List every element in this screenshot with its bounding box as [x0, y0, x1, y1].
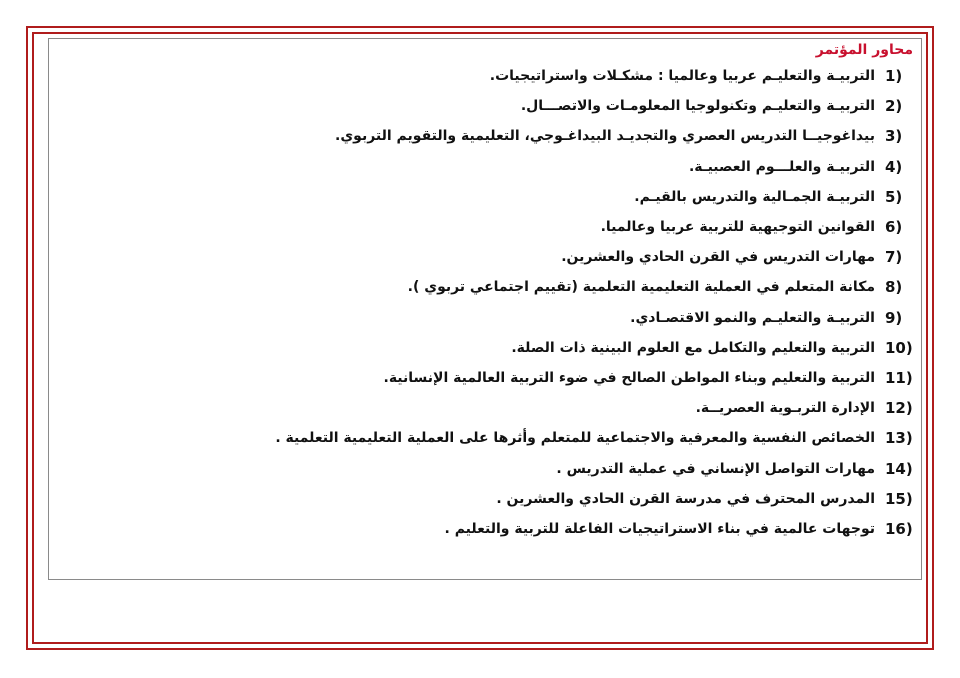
list-item: [49, 303, 921, 333]
list-item: [49, 272, 921, 302]
list-item: [49, 484, 921, 514]
item-number: 13): [885, 429, 913, 448]
item-number: 5): [885, 187, 903, 206]
list-item: [49, 363, 921, 393]
page-title: محاور المؤتمر: [815, 42, 913, 58]
list-item: [49, 393, 921, 423]
item-text: المدرس المحترف في مدرسة القرن الحادي والعشرين .: [496, 490, 875, 507]
list-item: [49, 242, 921, 272]
item-number: 16): [885, 519, 913, 538]
item-text: التربية والتعليم والتكامل مع العلوم البينية ذات الصلة.: [511, 339, 875, 356]
item-text: توجهات عالمية في بناء الاستراتيجيات الفاعلة للتربية والتعليم .: [444, 520, 875, 537]
item-number: 4): [885, 157, 903, 176]
item-number: 7): [885, 248, 903, 267]
item-text: التربيـة والتعليـم وتكنولوجيا المعلومـات والاتصـــال.: [520, 98, 875, 115]
list-item: [49, 453, 921, 483]
item-number: 9): [885, 308, 903, 327]
topics-list: [49, 61, 921, 544]
list-item: [49, 152, 921, 182]
item-number: 2): [885, 97, 903, 116]
item-text: التربيـة والتعليـم عربيا وعالميا : مشكـلات واستراتيجيات.: [489, 68, 875, 85]
item-text: القوانين التوجيهية للتربية عربيا وعالميا.: [600, 219, 875, 236]
item-number: 10): [885, 338, 913, 357]
item-text: التربية والتعليم وبناء المواطن الصالح في ضوء التربية العالمية الإنسانية.: [383, 369, 875, 386]
list-item: [49, 333, 921, 363]
list-item: [49, 121, 921, 151]
list-item: [49, 212, 921, 242]
item-text: التربيـة الجمـالية والتدريس بالقيـم.: [634, 188, 875, 205]
item-text: مهارات التدريس في القرن الحادي والعشرين.: [561, 249, 875, 266]
item-text: بيداغوجيــا التدريس العصري والتجديـد البيداغـوجي، التعليمية والتقويم التربوي.: [335, 128, 875, 145]
list-item: [49, 91, 921, 121]
item-number: 14): [885, 459, 913, 478]
list-item: [49, 61, 921, 91]
item-number: 3): [885, 127, 903, 146]
item-number: 12): [885, 399, 913, 418]
item-text: الخصائص النفسية والمعرفية والاجتماعية للمتعلم وأثرها على العملية التعليمية التعلمية .: [275, 430, 875, 447]
item-number: 8): [885, 278, 903, 297]
item-number: 15): [885, 489, 913, 508]
list-item: [49, 182, 921, 212]
item-text: التربيـة والعلـــوم العصبيـة.: [688, 158, 875, 175]
item-number: 1): [885, 67, 903, 86]
list-item: [49, 514, 921, 544]
list-item: [49, 423, 921, 453]
item-number: 6): [885, 218, 903, 237]
item-text: الإدارة التربـوية العصريــة.: [695, 400, 875, 417]
item-number: 11): [885, 368, 913, 387]
item-text: مهارات التواصل الإنساني في عملية التدريس .: [556, 460, 875, 477]
content-box: [48, 38, 922, 580]
item-text: مكانة المتعلم في العملية التعليمية التعلمية (تقييم اجتماعي تربوي ).: [407, 279, 875, 296]
item-text: التربيـة والتعليـم والنمو الاقتصـادي.: [630, 309, 875, 326]
